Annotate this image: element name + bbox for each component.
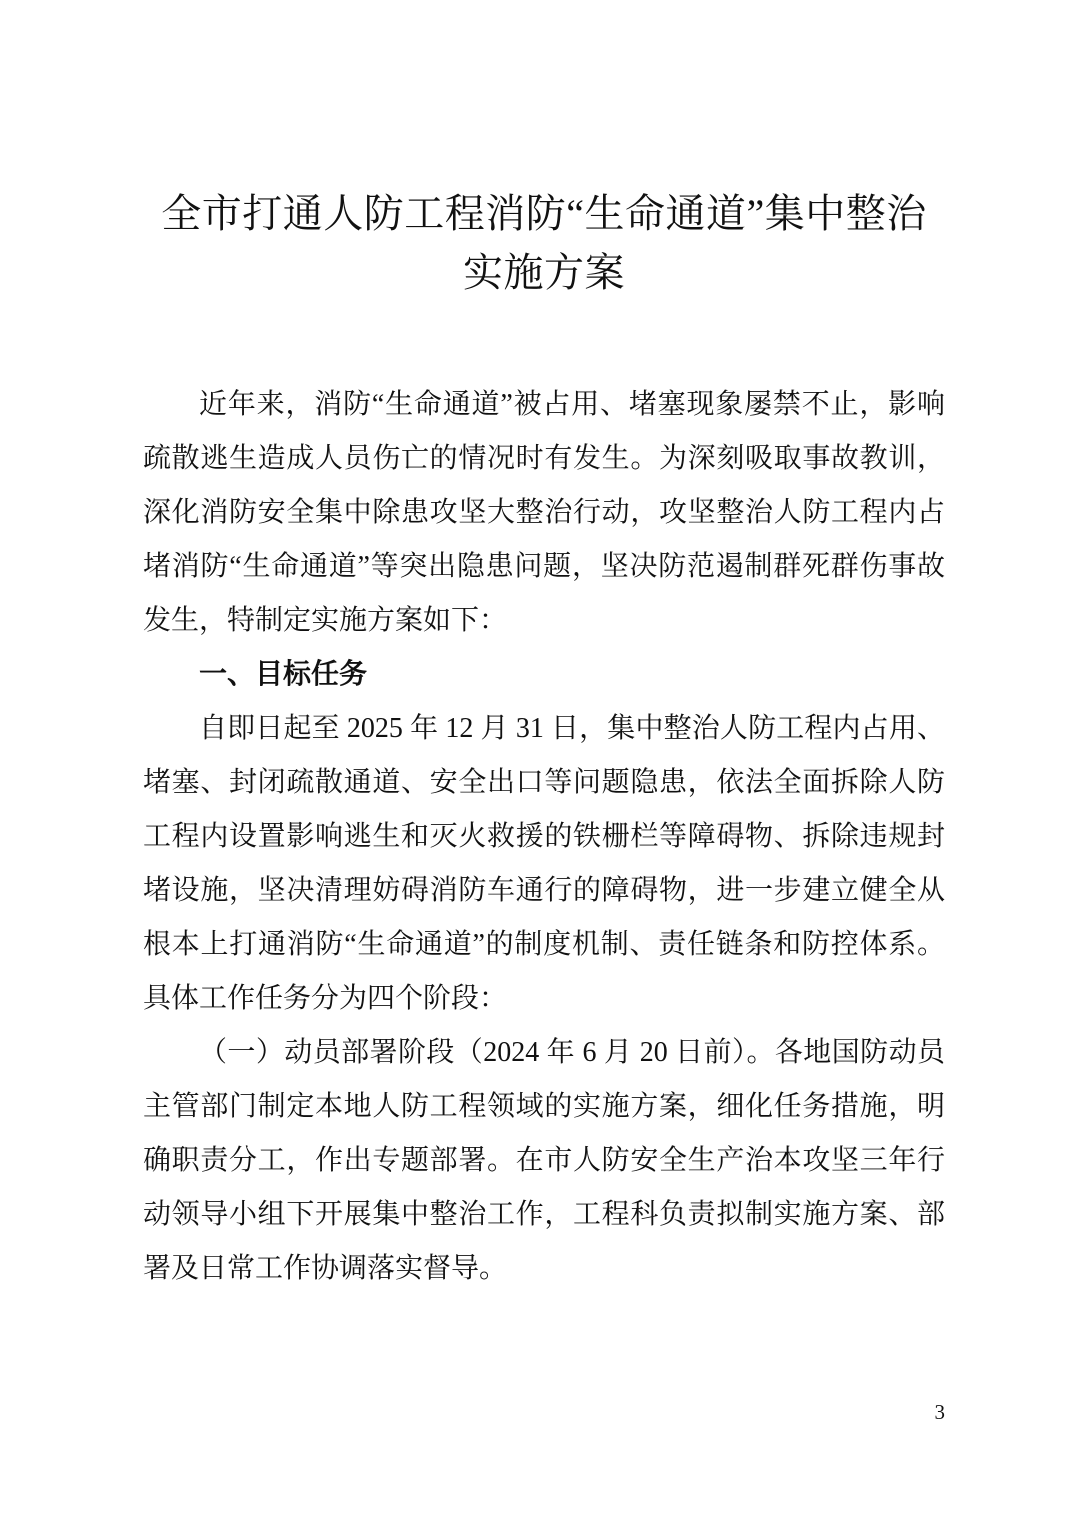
section-heading-goal-tasks: 一、目标任务 <box>199 659 368 690</box>
document-title-line-1: 全市打通人防工程消防“生命通道”集中整治 <box>161 191 927 236</box>
document-body <box>143 378 945 1296</box>
page-number: 3 <box>934 1400 945 1424</box>
paragraph-stage-one-mobilization: （一）动员部署阶段（2024 年 6 月 20 日前）。各地国防动员主管部门制定本地人防工程领域的实施方案，细化任务措施，明确职责分工，作出专题部署。在市人防安全生产治本攻坚三年行动领导小组下开展集中整治工作，工程科负责拟制实施方案、部署及日常工作协调落实督导。 <box>143 1037 945 1284</box>
paragraph-goal-tasks: 自即日起至 2025 年 12 月 31 日，集中整治人防工程内占用、堵塞、封闭疏散通道、安全出口等问题隐患，依法全面拆除人防工程内设置影响逃生和灭火救援的铁栅栏等障碍物、拆除违规封堵设施，坚决清理妨碍消防车通行的障碍物，进一步建立健全从根本上打通消防“生命通道”的制度机制、责任链条和防控体系。具体工作任务分为四个阶段： <box>143 713 945 1014</box>
paragraph-intro: 近年来，消防“生命通道”被占用、堵塞现象屡禁不止，影响疏散逃生造成人员伤亡的情况时有发生。为深刻吸取事故教训，深化消防安全集中除患攻坚大整治行动，攻坚整治人防工程内占堵消防“生命通道”等突出隐患问题，坚决防范遏制群死群伤事故发生，特制定实施方案如下： <box>143 389 945 636</box>
document-title <box>143 184 945 302</box>
document-title-line-2: 实施方案 <box>463 250 625 295</box>
